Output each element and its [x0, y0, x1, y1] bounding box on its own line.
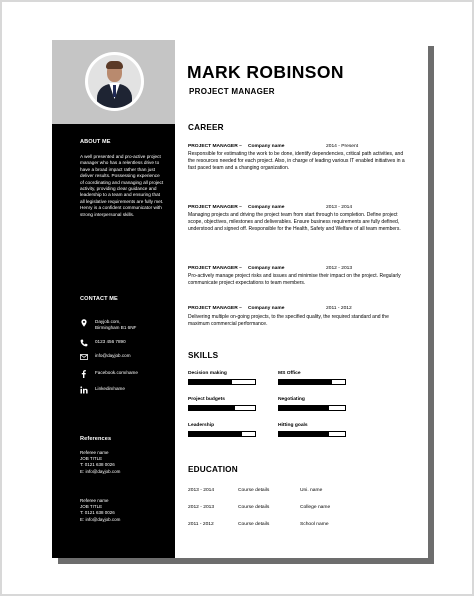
candidate-name: MARK ROBINSON	[187, 62, 344, 82]
skill-name: Hitting goals	[278, 423, 308, 428]
avatar-tie	[113, 85, 116, 97]
referee-name: Referee name	[80, 450, 109, 455]
email-icon	[80, 353, 88, 361]
main-content	[175, 40, 428, 558]
skill-name: MS Office	[278, 371, 301, 376]
referee-job: JOB TITLE	[80, 456, 103, 462]
education-course: Course details	[238, 488, 270, 493]
referee-name: Referee name	[80, 498, 109, 503]
skill-bar-fill	[279, 406, 329, 410]
referee-email: E: info@dayjob.com	[80, 468, 121, 474]
sidebar	[52, 40, 175, 558]
education-school: School name	[300, 522, 329, 527]
education-years: 2011 - 2012	[188, 522, 214, 527]
skill-bar	[278, 431, 346, 437]
skill-name: Leadership	[188, 423, 215, 428]
contact-facebook[interactable]	[80, 370, 170, 384]
skill-negotiating	[278, 397, 358, 415]
job-company: Company name	[248, 144, 285, 149]
candidate-title: PROJECT MANAGER	[189, 87, 275, 96]
job-header	[188, 144, 418, 151]
facebook-icon	[80, 370, 88, 378]
education-years: 2012 - 2013	[188, 505, 215, 510]
resume-page	[52, 40, 428, 558]
job-dates: 2012 - 2013	[326, 266, 353, 271]
address-line2: Birmingham B1 6NF	[95, 325, 137, 330]
education-course: Course details	[238, 505, 270, 510]
job-title: PROJECT MANAGER –	[188, 144, 242, 149]
education-course: Course details	[238, 522, 270, 527]
job-dates: 2013 - 2014	[326, 205, 353, 210]
skill-bar-fill	[189, 406, 235, 410]
education-school: Uni. name	[300, 488, 323, 493]
job-company: Company name	[248, 205, 285, 210]
career-heading: CAREER	[188, 123, 224, 132]
about-heading: ABOUT ME	[80, 139, 111, 145]
skill-bar-fill	[189, 380, 232, 384]
skill-name: Negotiating	[278, 397, 305, 402]
education-row	[188, 488, 418, 496]
skill-bar	[188, 431, 256, 437]
referee-phone: T: 0121 638 0026	[80, 510, 115, 516]
skill-bar-fill	[189, 432, 242, 436]
skill-project-budgets	[188, 397, 268, 415]
job-description: Responsible for estimating the work to be done, identify dependencies, critical path activities, and the resources needed for each project. Also, in charge of leading various IT enabled initiatives in a fast paced team and a changing organization.	[188, 151, 405, 171]
job-description: Delivering multiple on-going projects, to the specified quality, the required standard and the maximum commercial performance.	[188, 314, 389, 327]
references-heading: References	[80, 436, 112, 442]
job-header	[188, 205, 418, 212]
skill-leadership	[188, 423, 268, 441]
profile-photo	[85, 52, 144, 111]
email-text[interactable]: info@dayjob.com	[95, 353, 131, 358]
address-text	[95, 319, 136, 331]
skill-bar	[188, 379, 256, 385]
job-title: PROJECT MANAGER –	[188, 205, 242, 210]
skill-ms-office	[278, 371, 358, 389]
education-row	[188, 505, 418, 513]
contact-phone	[80, 339, 170, 353]
job-company: Company name	[248, 306, 285, 311]
skill-hitting-goals	[278, 423, 358, 441]
skill-bar-fill	[279, 380, 332, 384]
skill-bar-fill	[279, 432, 329, 436]
contact-linkedin[interactable]	[80, 386, 170, 400]
phone-text: 0123 456 7890	[95, 339, 126, 344]
job-title: PROJECT MANAGER –	[188, 266, 242, 271]
job-dates: 2011 - 2012	[326, 306, 352, 311]
photo-panel	[52, 40, 175, 124]
avatar-hair	[106, 61, 123, 69]
contact-heading: CONTACT ME	[80, 296, 118, 302]
facebook-text[interactable]: Facebook.com/name	[95, 370, 138, 375]
address-line1: Dayjob.com,	[95, 319, 121, 324]
job-dates: 2014 - Present	[326, 144, 359, 149]
job-company: Company name	[248, 266, 285, 271]
skill-bar	[278, 379, 346, 385]
education-heading: EDUCATION	[188, 465, 238, 474]
referee-email: E: info@dayjob.com	[80, 516, 121, 522]
about-text: A well presented and pro-active project manager who has a relentless drive to have a broad impact rather than just deliver results. Possessing experience of coordinating and managing all project activity, providing clear guidance and leadership to a team and ensuring that all legislative requirements are fully met. Henry is a confident communicator with strong interpersonal skills.	[80, 154, 164, 217]
education-school: College name	[300, 505, 331, 510]
skill-bar	[188, 405, 256, 411]
job-description: Pro-actively manage project risks and issues and minimise their impact on the project. Regularly communicate project expectations to team members.	[188, 273, 401, 286]
referee-phone: T: 0121 638 0026	[80, 462, 115, 468]
skill-name: Project budgets	[188, 397, 225, 402]
skill-bar	[278, 405, 346, 411]
avatar	[88, 55, 141, 108]
job-description: Managing projects and driving the project team from start through to completion. Define project scope, objectives, milestones and deliverables. Ensure business requirements are fully defined, understood and signed off. Responsible for the Health, Safety and Welfare of all team members.	[188, 212, 401, 232]
skill-name: Decision making	[188, 371, 227, 376]
contact-address	[80, 319, 170, 333]
referee-job: JOB TITLE	[80, 504, 103, 510]
job-header	[188, 306, 418, 313]
linkedin-text[interactable]: Linkedin/name	[95, 386, 125, 391]
skill-decision-making	[188, 371, 268, 389]
location-pin-icon	[80, 319, 88, 327]
job-header	[188, 266, 418, 273]
contact-email[interactable]	[80, 353, 170, 367]
education-row	[188, 522, 418, 530]
education-years: 2013 - 2014	[188, 488, 215, 493]
skills-heading: SKILLS	[188, 351, 219, 360]
reference-2	[80, 498, 120, 523]
phone-icon	[80, 339, 88, 347]
reference-1	[80, 450, 120, 475]
job-title: PROJECT MANAGER –	[188, 306, 242, 311]
linkedin-icon	[80, 386, 88, 394]
